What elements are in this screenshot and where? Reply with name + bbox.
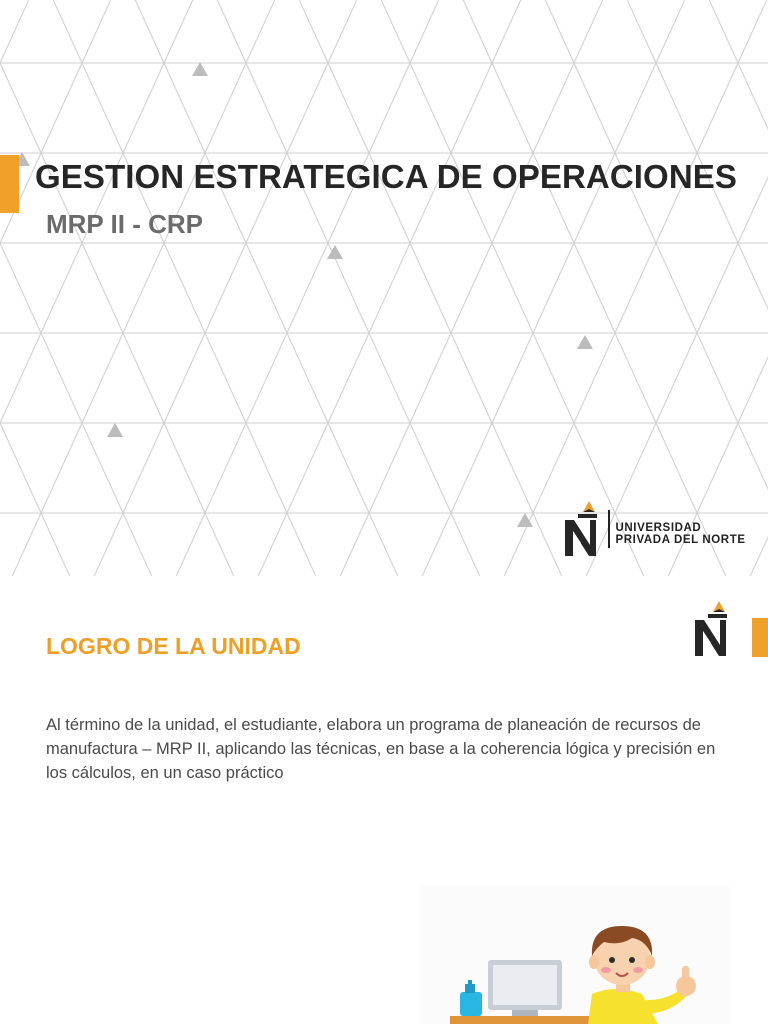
logo-line-1: UNIVERSIDAD <box>615 522 702 534</box>
computer-monitor-icon <box>488 960 562 1016</box>
upn-n-logo-icon <box>562 500 602 558</box>
logo-wordmark <box>616 522 746 546</box>
unit-goal-slide <box>0 576 768 1024</box>
title-accent-bar <box>0 155 19 213</box>
logo-divider <box>608 510 610 548</box>
student-illustration <box>420 876 740 1024</box>
section-heading: LOGRO DE LA UNIDAD <box>46 633 301 659</box>
corner-accent-bar <box>752 618 768 657</box>
university-logo <box>562 500 746 558</box>
logo-line-2: PRIVADA DEL NORTE <box>615 534 746 546</box>
presentation-title: GESTION ESTRATEGICA DE OPERACIONES <box>35 158 737 195</box>
presentation-subtitle: MRP II - CRP <box>46 209 203 239</box>
upn-n-logo-small-icon <box>690 600 734 658</box>
unit-goal-text: Al término de la unidad, el estudiante, elabora un programa de planeación de recursos de manufactura – MRP II, aplicando las técnicas, en base a la coherencia lógica y precisión en los cálculos, en un caso práctico <box>46 716 716 782</box>
